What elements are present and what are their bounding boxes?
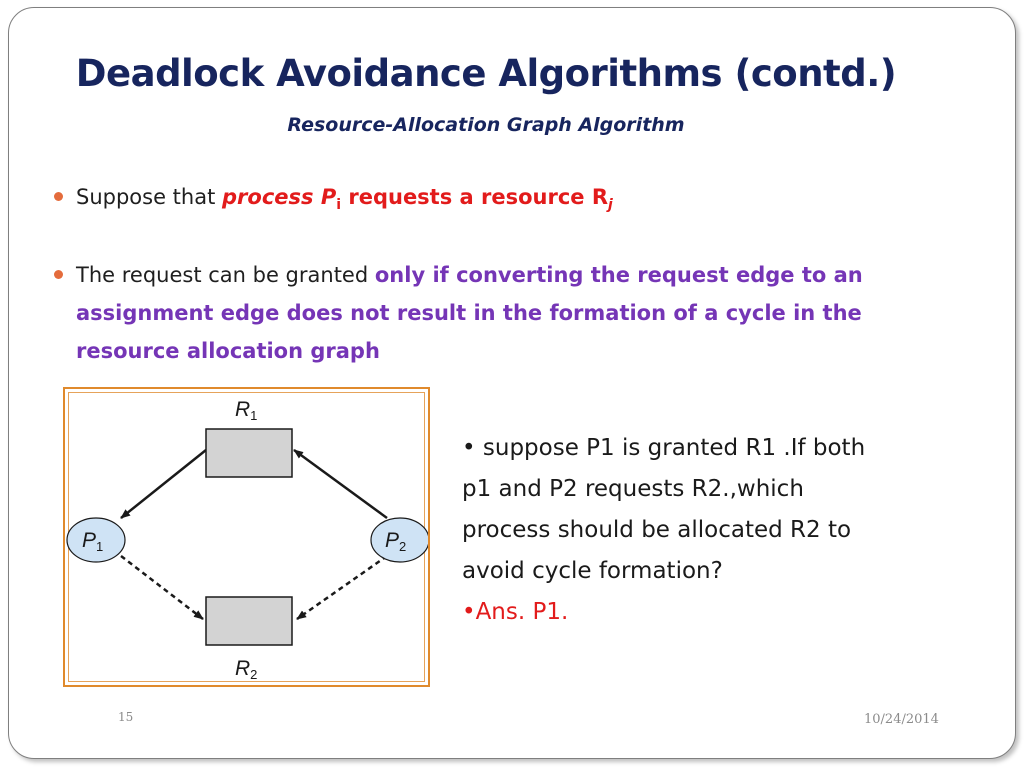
resource-r1 <box>206 429 292 477</box>
bullet-1-request-text: requests a resource R <box>341 185 609 209</box>
bullet-dot-icon <box>54 270 63 279</box>
bullet-2-text <box>76 256 863 370</box>
resource-allocation-graph <box>63 387 430 687</box>
bullet-2-highlight-line3: resource allocation graph <box>76 339 380 363</box>
label-p1: P1 <box>82 529 104 554</box>
edge-p2-to-r1 <box>294 450 387 518</box>
edge-r1-to-p1 <box>121 450 206 518</box>
claim-edge-p1-to-r2 <box>121 556 203 619</box>
slide-subtitle: Resource-Allocation Graph Algorithm <box>287 114 685 136</box>
question-block <box>462 428 982 633</box>
slide-number: 15 <box>118 710 134 724</box>
answer-line: •Ans. P1. <box>462 599 569 625</box>
bullet-1-sub-j: j <box>608 197 613 214</box>
slide-date: 10/24/2014 <box>864 712 939 727</box>
bullet-dot-icon <box>54 192 63 201</box>
bullet-1-sub-i: i <box>336 197 342 214</box>
label-r2: R2 <box>235 657 258 682</box>
bullet-1-process <box>222 185 613 214</box>
label-r1: R1 <box>235 398 258 423</box>
question-line-4: avoid cycle formation? <box>462 558 723 584</box>
slide-title: Deadlock Avoidance Algorithms (contd.) <box>75 52 897 95</box>
bullet-1-process-text: process P <box>222 185 337 209</box>
bullet-2-prefix: The request can be granted <box>76 263 375 287</box>
bullet-1-prefix: Suppose that <box>76 185 223 209</box>
bullet-2-highlight-line1: only if converting the request edge to an <box>374 263 863 287</box>
question-line-1: • suppose P1 is granted R1 .If both <box>462 435 866 461</box>
label-p2: P2 <box>385 529 407 554</box>
bullet-2-highlight-line2: assignment edge does not result in the formation of a cycle in the <box>76 301 862 325</box>
bullet-1-text <box>76 178 613 224</box>
claim-edge-p2-to-r2 <box>297 556 387 619</box>
question-line-2: p1 and P2 requests R2.,which <box>462 476 804 502</box>
resource-r2 <box>206 597 292 645</box>
graph-svg <box>65 389 428 685</box>
question-line-3: process should be allocated R2 to <box>462 517 852 543</box>
